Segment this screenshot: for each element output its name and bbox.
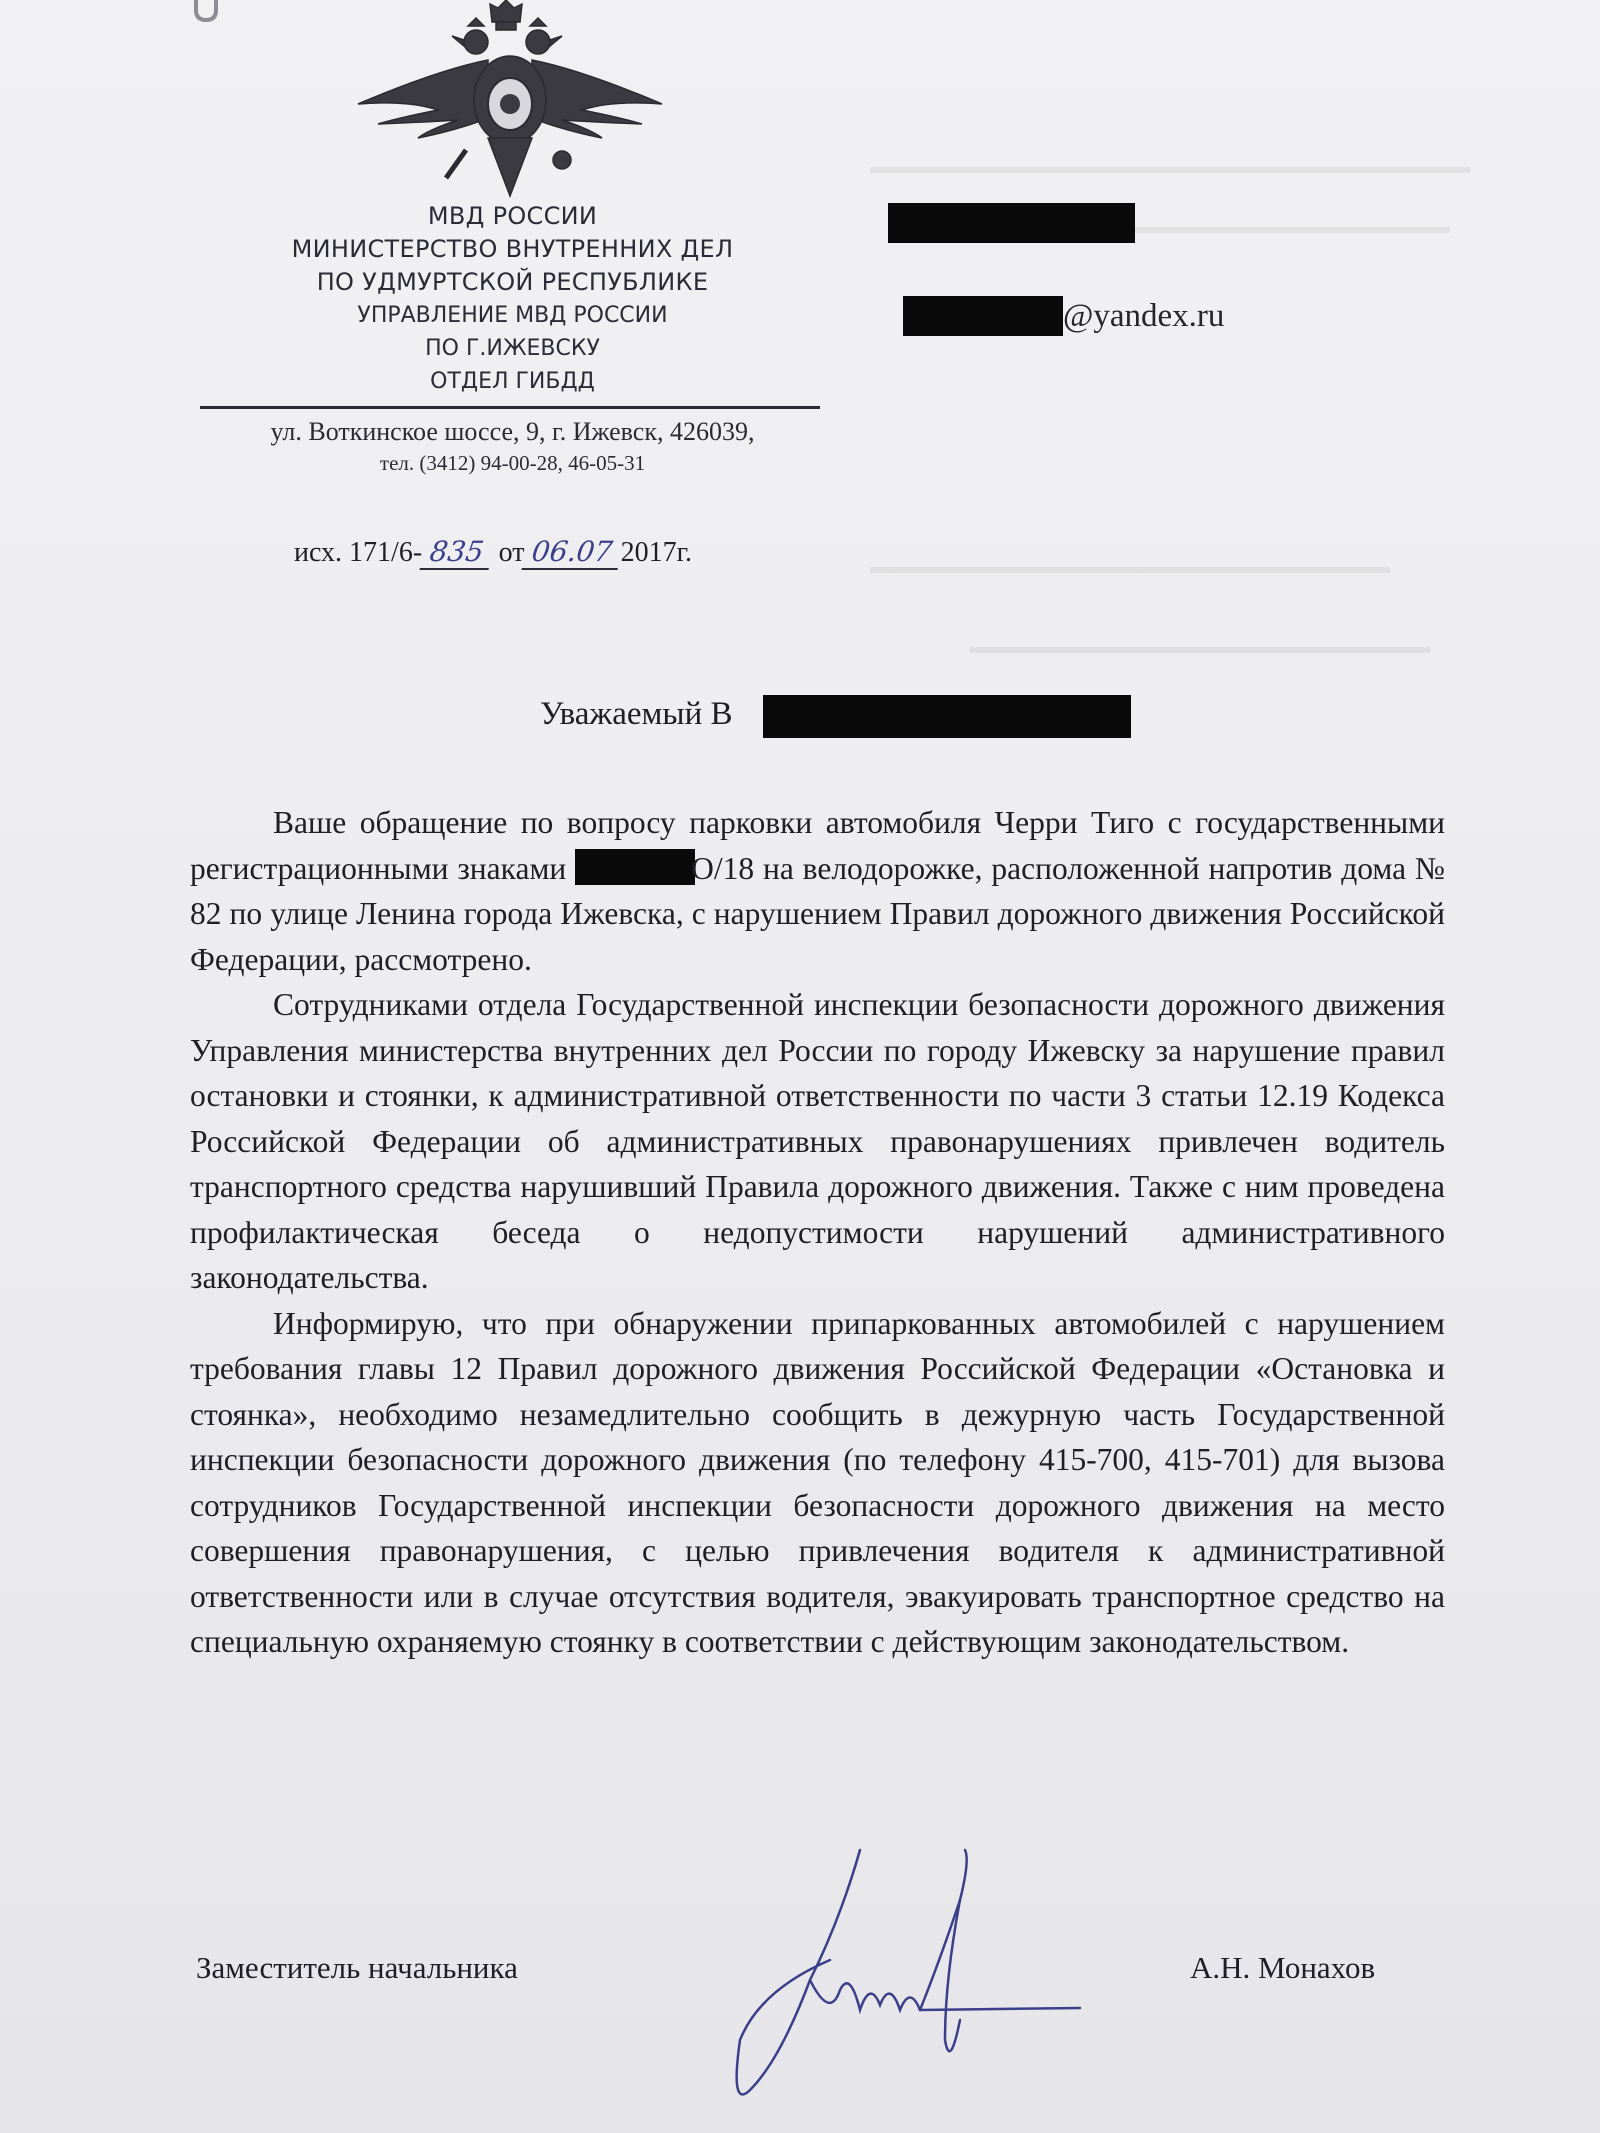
salutation-text: Уважаемый В xyxy=(540,696,733,732)
paragraph-1 xyxy=(190,800,1445,982)
ref-number-handwritten: 835 xyxy=(420,535,494,570)
ref-from: от xyxy=(498,537,525,568)
ref-year: 2017г. xyxy=(620,537,692,568)
ref-date-handwritten: 06.07 xyxy=(522,535,623,570)
org-line: ОТДЕЛ ГИБДД xyxy=(430,369,595,394)
salutation-name-redaction xyxy=(763,695,1131,738)
org-line: МИНИСТЕРСТВО ВНУТРЕННИХ ДЕЛ xyxy=(291,235,734,263)
paper-clip-icon xyxy=(188,0,228,26)
header-divider xyxy=(200,406,820,409)
org-line: МВД РОССИИ xyxy=(427,202,598,230)
handwritten-signature xyxy=(720,1840,1100,2100)
paragraph-2: Сотрудниками отдела Государственной инспекции безопасности дорожного движения Управления министерства внутренних дел России по городу Ижевску за нарушение правил остановки и стоянки, к административной ответственности по части 3 статьи 12.19 Кодекса Российской Федерации об административных правонарушениях привлечен водитель транспортного средства нарушивший Правила дорожного движения. Также с ним проведена профилактическая беседа о недопустимости нарушений административного законодательства. xyxy=(190,987,1445,1295)
org-line: УПРАВЛЕНИЕ МВД РОССИИ xyxy=(357,303,668,328)
ref-prefix: исх. 171/6- xyxy=(294,537,423,568)
email-user-redaction xyxy=(903,296,1063,336)
recipient-email-suffix: @yandex.ru xyxy=(1063,298,1225,334)
org-phone: тел. (3412) 94-00-28, 46-05-31 xyxy=(379,451,646,475)
mvd-emblem-icon xyxy=(348,0,672,200)
plate-number-redaction xyxy=(575,849,695,885)
org-line: ПО УДМУРТСКОЙ РЕСПУБЛИКЕ xyxy=(316,268,709,296)
org-address: ул. Воткинское шоссе, 9, г. Ижевск, 426039, xyxy=(270,417,755,446)
letter-body xyxy=(190,800,1445,1665)
signatory-name: А.Н. Монахов xyxy=(1190,1950,1376,1985)
salutation xyxy=(540,696,733,733)
outgoing-reference xyxy=(294,535,692,570)
issuing-authority-block xyxy=(180,200,845,398)
paragraph-3: Информирую, что при обнаружении припаркованных автомобилей с нарушением требования главы 12 Правил дорожного движения Российской Федерации «Остановка и стоянка», необходимо незамедлительно сообщить в дежурную часть Государственной инспекции безопасности дорожного движения (по телефону 415-700, 415-701) для вызова сотрудников Государственной инспекции безопасности дорожного движения на место совершения правонарушения, с целью привлечения водителя к административной ответственности или в случае отсутствия водителя, эвакуировать транспортное средство на специальную охраняемую стоянку в соответствии с действующим законодательством. xyxy=(190,1305,1445,1659)
paragraph-1-text-b: О/18 на велодорожке, расположенной напротив дома № 82 по улице Ленина города Ижевска, с нарушением Правил дорожного движения Российской Федерации, рассмотрено. xyxy=(190,850,1445,977)
signatory-title: Заместитель начальника xyxy=(196,1950,518,1985)
recipient-name-redaction xyxy=(888,203,1135,243)
paragraph-1-text-a: Ваше обращение по вопросу парковки автомобиля Черри Тиго с государственными регистрационными знаками xyxy=(190,805,1445,886)
org-line: ПО Г.ИЖЕВСКУ xyxy=(425,336,600,361)
